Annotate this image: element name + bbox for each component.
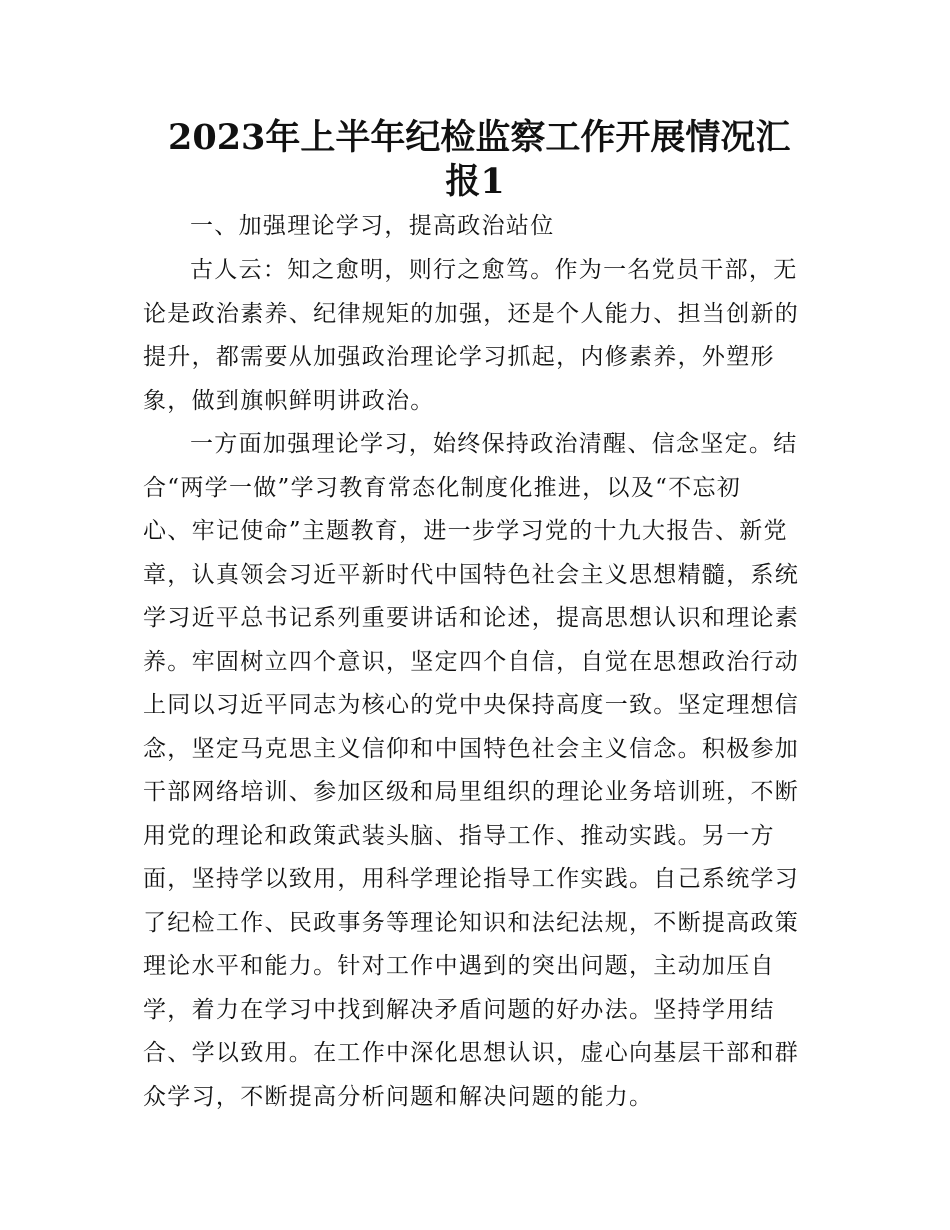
paragraph-line: 学习近平总书记系列重要讲话和论述，提高思想认识和理论素 — [143, 605, 800, 631]
paragraph-line: 面，坚持学以致用，用科学理论指导工作实践。自己系统学习 — [143, 866, 800, 892]
paragraph-line: 理论水平和能力。针对工作中遇到的突出问题，主动加压自 — [143, 953, 775, 979]
paragraph-line: 合“两学一做”学习教育常态化制度化推进，以及“不忘初 — [143, 475, 742, 501]
document-title-line-1: 2023年上半年纪检监察工作开展情况汇 — [168, 117, 791, 158]
paragraph-line: 学，着力在学习中找到解决矛盾问题的好办法。坚持学用结 — [143, 997, 775, 1023]
paragraph-line: 论是政治素养、纪律规矩的加强，还是个人能力、担当创新的 — [143, 301, 800, 327]
paragraph-line: 心、牢记使命”主题教育，进一步学习党的十九大报告、新党 — [143, 518, 788, 544]
paragraph-line: 干部网络培训、参加区级和局里组织的理论业务培训班，不断 — [143, 779, 800, 805]
paragraph-line: 提升，都需要从加强政治理论学习抓起，内修素养，外塑形 — [143, 344, 775, 370]
paragraph-line: 一方面加强理论学习，始终保持政治清醒、信念坚定。结 — [190, 431, 798, 457]
document-title-line-2: 报1 — [445, 161, 505, 202]
paragraph-line: 念，坚定马克思主义信仰和中国特色社会主义信念。积极参加 — [143, 736, 800, 762]
paragraph-line: 上同以习近平同志为核心的党中央保持高度一致。坚定理想信 — [143, 692, 800, 718]
section-heading: 一、加强理论学习，提高政治站位 — [190, 213, 555, 239]
paragraph-line: 古人云：知之愈明，则行之愈笃。作为一名党员干部，无 — [190, 257, 798, 283]
paragraph-line: 众学习，不断提高分析问题和解决问题的能力。 — [143, 1084, 654, 1110]
paragraph-line: 了纪检工作、民政事务等理论知识和法纪法规，不断提高政策 — [143, 910, 800, 936]
paragraph-line: 养。牢固树立四个意识，坚定四个自信，自觉在思想政治行动 — [143, 649, 800, 675]
paragraph-line: 用党的理论和政策武装头脑、指导工作、推动实践。另一方 — [143, 823, 775, 849]
paragraph-line: 合、学以致用。在工作中深化思想认识，虚心向基层干部和群 — [143, 1040, 800, 1066]
paragraph-line: 象，做到旗帜鲜明讲政治。 — [143, 388, 435, 414]
paragraph-line: 章，认真领会习近平新时代中国特色社会主义思想精髓，系统 — [143, 562, 800, 588]
